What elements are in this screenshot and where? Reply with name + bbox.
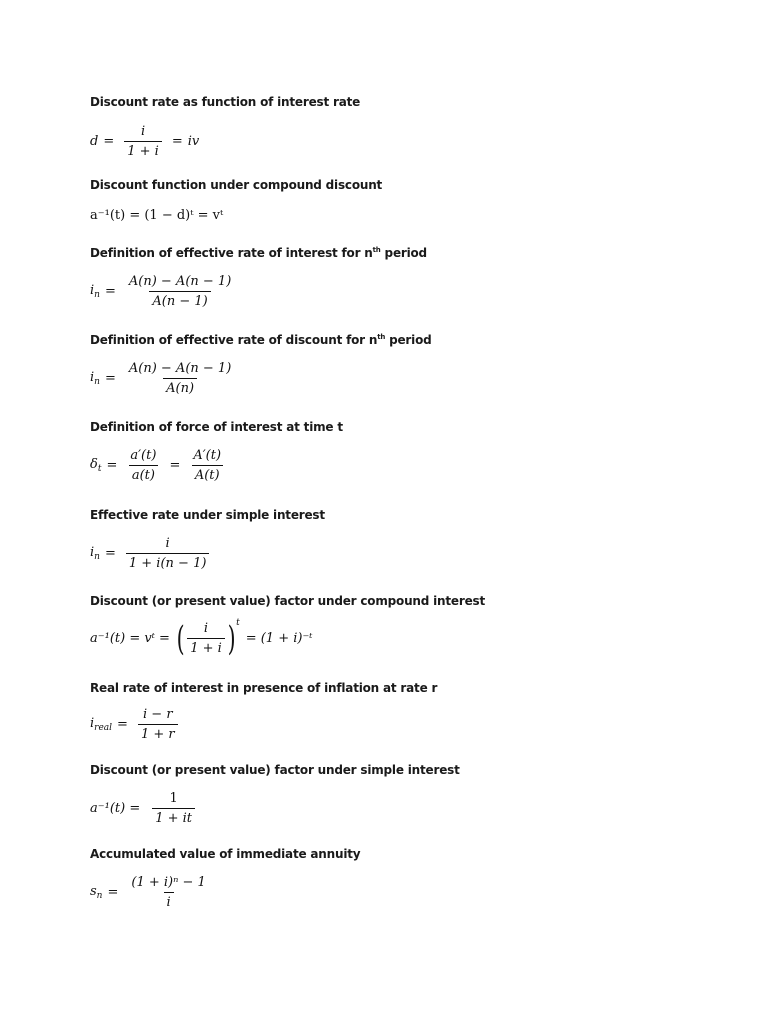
- equals-sign: =: [169, 458, 181, 473]
- exponent: t: [236, 617, 240, 628]
- equals-sign: =: [117, 717, 128, 732]
- fraction: [124, 124, 162, 159]
- formula-lhs: d: [90, 134, 99, 149]
- fraction: [128, 875, 208, 910]
- formula-compound-pv: [90, 617, 313, 659]
- left-paren: (: [176, 618, 185, 659]
- formula-effective-interest: [90, 274, 239, 309]
- heading-text: period: [380, 246, 427, 260]
- formula-lhs: $i_n$: [90, 283, 100, 300]
- fraction-numerator: 1: [169, 791, 178, 806]
- equals-sign: =: [171, 134, 183, 149]
- formula-effective-discount: [90, 361, 239, 396]
- heading-annuity: Accumulated value of immediate annuity: [90, 847, 361, 861]
- fraction-denominator: a(t): [129, 465, 158, 483]
- heading-text: Definition of effective rate of discount for n: [90, 333, 378, 347]
- fraction-denominator: 1 + i(n − 1): [126, 553, 210, 571]
- heading-force-of-interest: Definition of force of interest at time t: [90, 420, 343, 434]
- equals-sign: =: [104, 546, 116, 561]
- fraction: [126, 536, 210, 571]
- formula-simple-effective: [90, 536, 214, 571]
- equals-sign: =: [103, 134, 115, 149]
- equals-sign: =: [104, 371, 116, 386]
- right-paren: ): [227, 618, 236, 659]
- fraction: [138, 707, 178, 742]
- fraction: [187, 621, 225, 656]
- fraction-denominator: 1 + r: [138, 724, 178, 742]
- heading-text: Definition of effective rate of interest for n: [90, 246, 373, 260]
- heading-effective-interest: [90, 246, 427, 260]
- fraction-denominator: i: [164, 892, 174, 910]
- formula-simple-pv: [90, 791, 200, 826]
- heading-superscript: th: [377, 333, 386, 341]
- fraction-numerator: i: [165, 536, 170, 551]
- fraction-numerator: A′(t): [193, 448, 222, 463]
- fraction: [127, 448, 159, 483]
- fraction-numerator: i: [140, 124, 146, 139]
- fraction: [190, 448, 224, 483]
- formula-real-rate: [90, 707, 183, 742]
- fraction: [152, 791, 195, 826]
- formula-lhs: $s_n$: [90, 884, 103, 901]
- equals-sign: =: [106, 458, 118, 473]
- formula-lhs: a⁻¹(t) =: [90, 801, 141, 816]
- heading-simple-effective: Effective rate under simple interest: [90, 508, 325, 522]
- formula-discount-rate: [90, 124, 199, 159]
- fraction-denominator: A(n): [163, 378, 197, 396]
- fraction-numerator: i − r: [143, 707, 173, 722]
- fraction-denominator: 1 + i: [124, 141, 162, 159]
- formula-lhs: $i_n$: [90, 370, 100, 387]
- fraction: [126, 274, 234, 309]
- equals-sign: =: [104, 284, 116, 299]
- formula-rhs: iv: [187, 134, 200, 149]
- heading-real-rate: Real rate of interest in presence of inflation at rate r: [90, 681, 438, 695]
- fraction-numerator: A(n) − A(n − 1): [128, 274, 232, 289]
- formula-lhs: $i_{real}$: [90, 716, 113, 733]
- formula-discount-function: a⁻¹(t) = (1 − d)ᵗ = vᵗ: [90, 208, 224, 223]
- heading-effective-discount: [90, 333, 432, 347]
- formula-annuity: [90, 875, 214, 910]
- heading-discount-function: Discount function under compound discount: [90, 178, 383, 192]
- heading-text: period: [385, 333, 432, 347]
- fraction-denominator: 1 + it: [152, 808, 195, 826]
- fraction-denominator: A(t): [192, 465, 223, 483]
- fraction-denominator: 1 + i: [187, 638, 225, 656]
- fraction-denominator: A(n − 1): [149, 291, 210, 309]
- fraction-numerator: a′(t): [130, 448, 157, 463]
- heading-superscript: th: [372, 246, 381, 254]
- heading-compound-pv: Discount (or present value) factor under compound interest: [90, 594, 485, 608]
- formula-lhs: $i_n$: [90, 545, 100, 562]
- fraction-numerator: A(n) − A(n − 1): [128, 361, 232, 376]
- fraction-numerator: (1 + i)ⁿ − 1: [131, 875, 206, 890]
- fraction-numerator: i: [203, 621, 209, 636]
- formula-force-of-interest: [90, 448, 229, 483]
- equals-sign: =: [107, 885, 119, 900]
- heading-discount-rate: Discount rate as function of interest rate: [90, 95, 361, 109]
- fraction: [126, 361, 234, 396]
- formula-lhs: $\delta_t$: [90, 457, 102, 474]
- formula-rhs: = (1 + i)⁻ᵗ: [245, 631, 313, 646]
- formula-lhs: a⁻¹(t) = vᵗ =: [90, 631, 170, 646]
- heading-simple-pv: Discount (or present value) factor under simple interest: [90, 763, 460, 777]
